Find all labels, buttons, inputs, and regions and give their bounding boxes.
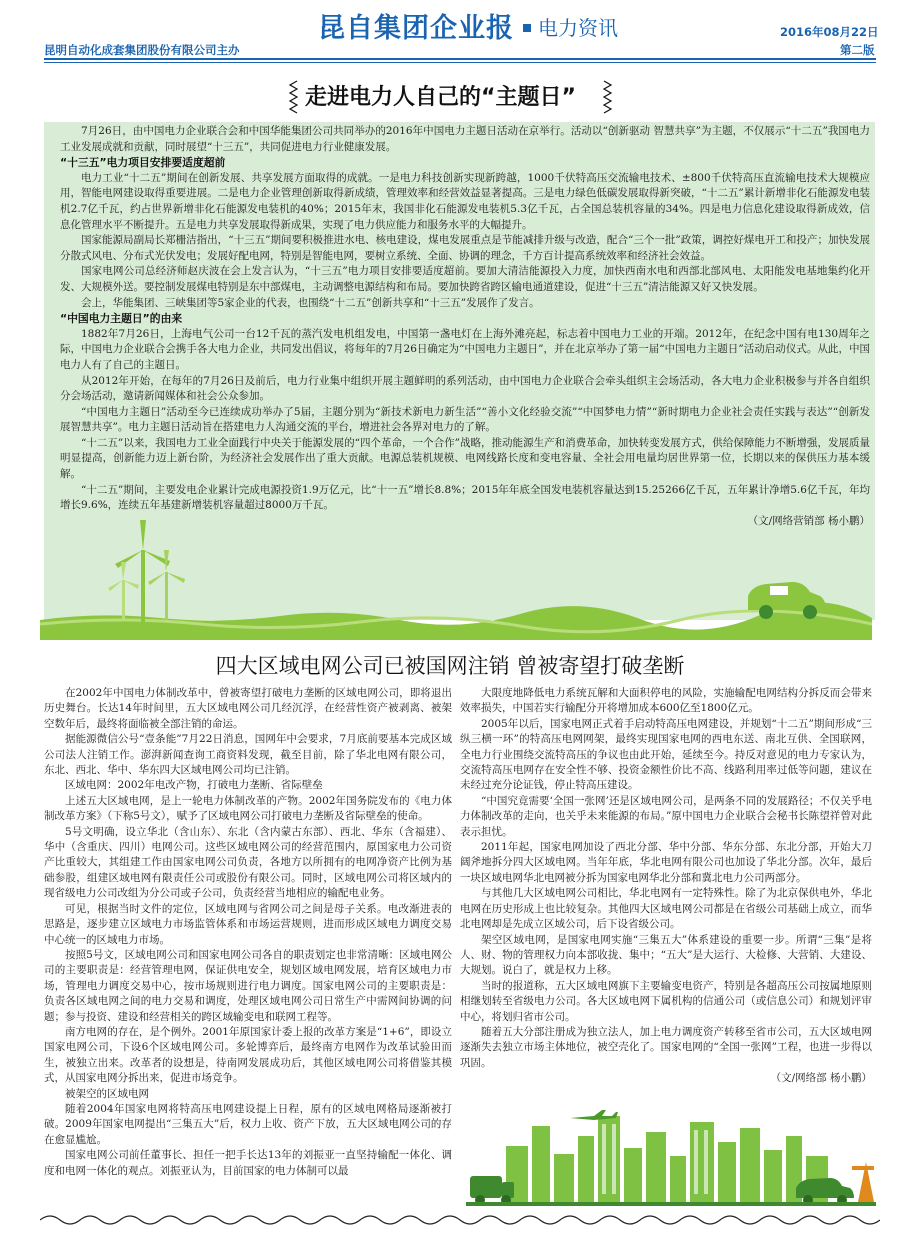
paragraph: 当时的报道称，五大区域电网旗下主要输变电资产，特别是各超高压公司按属地原则相继划转至省级电力公司。各大区域电网下属机构的信通公司（或信息公司）和规划评审中心，将划归省市公司。 — [460, 979, 872, 1023]
byline: （文/网络部 杨小鹏） — [770, 1072, 872, 1085]
title-separator — [523, 24, 531, 32]
section-name: 电力资讯 — [538, 16, 618, 40]
masthead-rule-thin — [44, 62, 876, 63]
paragraph: 架空区域电网，是国家电网实施“三集五大”体系建设的重要一步。所谓“三集”是将人、财、物的管理权力向本部收拢、集中；“五大”是大运行、大检修、大营销、大建设、大规划。说白了，就是权力上移。 — [460, 933, 872, 977]
article1-title: 走进电力人自己的“主题日” — [305, 85, 576, 110]
paragraph: 随着2004年国家电网将特高压电网建设提上日程，原有的区域电网格局逐渐被打破。2009年国家电网提出“三集五大”后，权力上收、资产下放，五大区域电网公司的存在愈显尴尬。 — [44, 1102, 452, 1146]
sponsor-line: 昆明自动化成套集团股份有限公司主办 — [44, 43, 240, 57]
paragraph: 2005年以后，国家电网正式着手启动特高压电网建设，并规划“十二五”期间形成“三纵三横一环”的特高压电网网架，最终实现国家电网的西电东送、南北互供、全国联网，全电力行业围绕交流特高压的争议也由此开始，延续至今。持反对意见的电力专家认为，交流特高压电网存在安全性不够、投资金额性价比不高、线路利用率过低等问题，建议在未经过充分论证钱，停止特高压建设。 — [460, 717, 872, 792]
paragraph: 按照5号文，区域电网公司和国家电网公司各自的职责划定也非常清晰：区域电网公司的主要职责是：经营管理电网，保证供电安全，规划区域电网发展，培育区域电力市场，管理电力调度交易中心，按市场规则进行电力调度。国家电网公司的主要职责是：负责各区域电网之间的电力交易和调度，处理区域电网公司日常生产中需网间协调的问题；参与投资、建设和经营相关的跨区域输变电和联网工程等。 — [44, 948, 452, 1023]
paragraph: “十二五”以来，我国电力工业全面践行中央关于能源发展的“四个革命，一个合作”战略，推动能源生产和消费革命，加快转变发展方式，供给保障能力不断增强，发展质量明显提高，创新能力迈上新台阶，为经济社会发展作出了重大贡献。电源总装机规模、电网线路长度和变电容量、全社会用电量均居世界第一位，长期以来的保供压力基本缓解。 — [60, 436, 870, 481]
newspaper-title: 昆自集团企业报 — [318, 13, 514, 44]
paragraph: 区域电网：2002年电改产物，打破电力垄断、省际壁垒 — [65, 779, 323, 792]
green-energy-banner — [40, 520, 872, 640]
oil-pump-icon — [852, 1162, 874, 1202]
paragraph: 在2002年中国电力体制改革中，曾被寄望打破电力垄断的区域电网公司，即将退出历史舞台。长达14年时间里，五大区域电网公司几经沉浮，在经营性资产被剥离、被架空数年后，最终将面临被全部注销的命运。 — [44, 687, 452, 730]
paragraph: 电力工业“十二五”期间在创新发展、共享发展方面取得的成就。一是电力科技创新实现新跨越，1000千伏特高压交流输电技术、±800千伏特高压直流输电技术大规模应用，智能电网建设取得重要进展。二是电力企业管理创新取得新成绩，管理效率和经营效益显著提高。三是电力绿色低碳发展取得新突破，“十二五”累计新增非化石能源发电装机2.7亿千瓦，约占世界新增非化石能源发电装机的40%；2015年末，我国非化石能源发电装机5.3亿千瓦，占全国总装机容量的34%。四是电力信息化建设取得新成效，信息化管理水平不断提升。五是电力共享发展取得新成果，实现了电力供应能力和服务水平的大幅提升。 — [60, 171, 870, 231]
byline: （文/网络营销部 杨小鹏） — [747, 514, 870, 527]
paragraph: 可见，根据当时文件的定位，区域电网与省网公司之间是母子关系。电改渐进表的思路是，逐步建立区域电力市场监管体系和市场运营规则，进而形成区域电力调度交易中心统一的区域电力市场。 — [44, 902, 452, 946]
paragraph: 大限度地降低电力系统瓦解和大面积停电的风险，实施输配电网结构分拆反而会带来效率损失，中国若实行输配分开将增加成本600亿至1800亿元。 — [460, 687, 872, 715]
wind-turbine-icon — [148, 550, 185, 620]
paragraph: 2011年起，国家电网加设了西北分部、华中分部、华东分部、东北分部，开始大刀阔斧地拆分四大区域电网。当年年底，华北电网有限公司也加设了华北分部。次年，最后一块区域电网华北电网被分拆为国家电网华北分部和冀北电力公司两部分。 — [460, 841, 872, 884]
masthead-rule — [44, 58, 876, 60]
paragraph: 国家电网公司总经济师赵庆波在会上发言认为，“十三五”电力项目安排要适度超前。要加大清洁能源投入力度，加快西南水电和西部北部风电、太阳能发电基地集约化开发、大规模外送。要控制发展煤电特别是东中部煤电，主动调整电源结构和布局。要加快跨省跨区输电通道建设，促进“十三五”清洁能源又好又快发展。 — [60, 265, 870, 293]
title-ornament-left — [287, 80, 301, 114]
subheading: “十三五”电力项目安排要适度超前 — [60, 156, 226, 170]
title-ornament-right — [600, 80, 614, 114]
city-skyline-icon — [506, 1116, 828, 1202]
paragraph: 1882年7月26日，上海电气公司一台12千瓦的蒸汽发电机组发电，中国第一盏电灯在上海外滩亮起，标志着中国电力工业的开端。2012年，在纪念中国有电130周年之际，中国电力企业联合会携手各大电力企业，共同发出倡议，将每年的7月26日确定为“中国电力主题日”，并在北京举办了第一届“中国电力主题日”活动启动仪式。从此，中国电力人有了自己的主题日。 — [60, 327, 870, 371]
paragraph: 国家电网公司前任董事长、担任一把手长达13年的刘振亚一直坚持输配一体化、调度和电网一体化的观点。刘振亚认为，目前国家的电力体制可以最 — [44, 1149, 452, 1177]
paragraph: 5号文明确，设立华北（含山东）、东北（含内蒙古东部）、西北、华东（含福建）、华中（含重庆、四川）电网公司。这些区域电网公司的经营范围内，原国家电力公司资产比重较大，其组建工作由国家电网公司负责，各地方以所拥有的电网净资产比例为基础参股，组建区域电网有限责任公司或股份有限公司。同时，区域电网公司将区域内的现省级电力公司改组为分公司或子公司，负责经营当地相应的输配电业务。 — [44, 825, 452, 900]
article2-column-right — [460, 686, 872, 1087]
paragraph: 国家能源局副局长郑栅洁指出，“十三五”期间要积极推进水电、核电建设，煤电发展重点是节能减排升级与改造，配合“三个一批”政策，调控好煤电开工和投产；加快发展分散式风电、分布式光伏发电；发展好配电网，特别是智能电网，要树立系统、全面、协调的理念，千方百计提高系统效率和经济社会效益。 — [60, 234, 870, 262]
paragraph: “中国电力主题日”活动至今已连续成功举办了5届，主题分别为“新技术新电力新生活”“善小文化经验交流”“中国梦电力情”“新时期电力企业社会责任实践与表达”“创新发展智慧共享”。电力主题日活动旨在搭建电力人沟通交流的平台，增进社会各界对电力的了解。 — [60, 405, 870, 434]
wind-turbine-icon — [108, 562, 139, 620]
paragraph: 被架空的区域电网 — [65, 1087, 149, 1100]
paragraph: 随着五大分部注册成为独立法人，加上电力调度资产转移至省市公司，五大区域电网逐渐失去独立市场主体地位，被空壳化了。国家电网的“全国一张网”工程，也进一步得以巩固。 — [460, 1025, 872, 1069]
paragraph: 据能源微信公号“壹条能”7月22日消息，国网年中会要求，7月底前要基本完成区域公司法人注销工作。澎湃新闻查询工商资料发现，截至目前，除了华北电网有限公司，东北、西北、华中、华东四大区域电网公司均已注销。 — [44, 733, 452, 777]
green-city-banner — [466, 1106, 876, 1206]
paragraph: 会上，华能集团、三峡集团等5家企业的代表，也围绕“十二五”创新共享和“十三五”发展作了发言。 — [81, 296, 540, 309]
article1-body — [60, 124, 870, 529]
article2-column-left — [44, 686, 452, 1179]
paragraph: 南方电网的存在，是个例外。2001年原国家计委上报的改革方案是“1+6”，即设立国家电网公司，下设6个区域电网公司。多轮博弈后，最终南方电网作为改革试验田而生，被独立出来。改革者的设想是，待南网发展成功后，其他区域电网公司将借鉴其模式，从国家电网分拆出来，促进市场竞争。 — [44, 1025, 452, 1085]
paragraph: 与其他几大区域电网公司相比，华北电网有一定特殊性。除了为北京保供电外，华北电网在历史形成上也比较复杂。其他四大区域电网公司都是在省级公司基础上成立，而华北电网却是先成立区域公司，后下设省级公司。 — [460, 887, 872, 931]
subheading: “中国电力主题日”的由来 — [60, 312, 183, 326]
paragraph: “十二五”期间，主要发电企业累计完成电源投资1.9万亿元，比“十一五”增长8.8%；2015年年底全国发电装机容量达到15.25266亿千瓦，五年累计净增5.6亿千瓦，年均增长9.6%，连续五年基建新增装机容量超过8000万千瓦。 — [60, 483, 870, 512]
footer-wave-line — [40, 1212, 880, 1226]
issue-date: 2016年08月22日 — [780, 25, 879, 39]
paragraph: 7月26日，由中国电力企业联合会和中国华能集团公司共同举办的2016年中国电力主题日活动在京举行。活动以“创新驱动 智慧共享”为主题，不仅展示“十二五”我国电力工业发展成就和贡献，同时展望“十三五”，共同促进电力行业健康发展。 — [60, 125, 870, 153]
page-number: 第二版 — [840, 43, 875, 57]
article2-title: 四大区域电网公司已被国网注销 曾被寄望打破垄断 — [215, 654, 685, 678]
paragraph: “中国究竟需要‘全国一张网’还是区域电网公司，是两条不同的发展路径；不仅关乎电力体制改革的走向，也关乎未来能源的布局。”原中国电力企业联合会秘书长陈望祥曾对此表示担忧。 — [460, 794, 872, 838]
paragraph: 从2012年开始，在每年的7月26日及前后，电力行业集中组织开展主题鲜明的系列活动，由中国电力企业联合会牵头组织主会场活动，各大电力企业积极参与并各自组织分会场活动，邀请新闻媒体和社会公众参加。 — [60, 374, 870, 403]
paragraph: 上述五大区域电网，是上一轮电力体制改革的产物。2002年国务院发布的《电力体制改革方案》（下称5号文），赋予了区域电网公司打破电力垄断及省际壁垒的使命。 — [44, 794, 452, 823]
